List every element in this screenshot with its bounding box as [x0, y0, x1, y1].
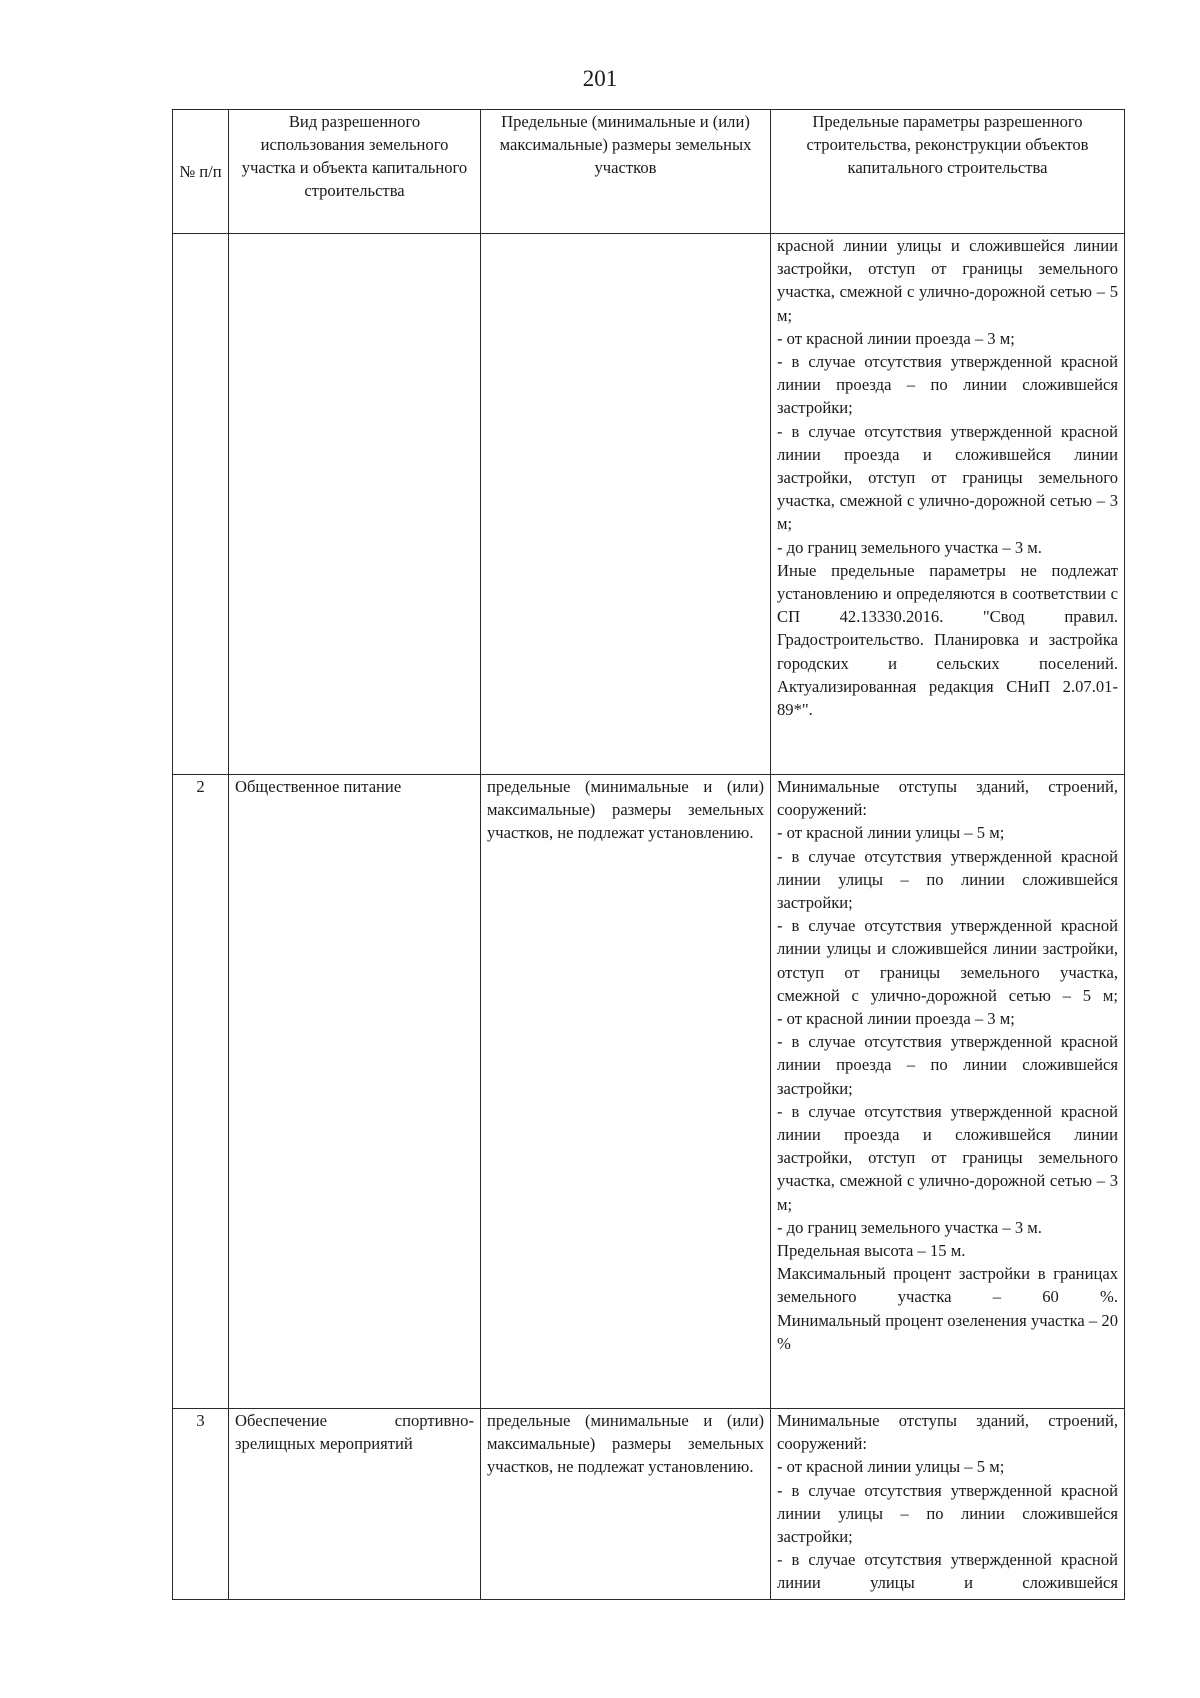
header-build-parameters: Предельные параметры разрешенного строительства, реконструкции объектов капитального строительства	[771, 110, 1125, 234]
header-plot-size: Предельные (минимальные и (или) максимальные) размеры земельных участков	[481, 110, 771, 234]
page-number: 201	[582, 66, 618, 91]
parameter-line: Предельная высота – 15 м.	[777, 1241, 966, 1261]
parameter-line: красной линии улицы и сложившейся линии застройки, отступ от границы земельного участка, смежной с улично-дорожной сетью – 5 м;	[777, 236, 1118, 325]
parameter-line: - от красной линии проезда – 3 м;	[777, 1009, 1015, 1029]
parameter-line: - в случае отсутствия утвержденной красной линии проезда и сложившейся линии застройки, отступ от границы земельного участка, смежной с улично-дорожной сетью – 3 м;	[777, 421, 1118, 534]
parameter-line: - до границ земельного участка – 3 м.	[777, 1217, 1042, 1237]
parameter-line: Минимальный процент озеленения участка – 20 %	[777, 1310, 1118, 1353]
row-number: 3	[173, 1409, 229, 1600]
parameter-line: Минимальные отступы зданий, строений, сооружений:	[777, 1411, 1118, 1454]
row-build-parameters	[771, 234, 1125, 775]
row-number	[173, 234, 229, 775]
row-plot-size: предельные (минимальные и (или) максимальные) размеры земельных участков, не подлежат установлению.	[481, 1409, 771, 1600]
header-permitted-use: Вид разрешенного использования земельного участка и объекта капитального строительства	[229, 110, 481, 234]
parameter-line: - в случае отсутствия утвержденной красной линии проезда – по линии сложившейся застройки;	[777, 352, 1118, 418]
row-plot-size: предельные (минимальные и (или) максимальные) размеры земельных участков, не подлежат установлению.	[481, 775, 771, 1409]
parameter-line: - в случае отсутствия утвержденной красной линии проезда и сложившейся линии застройки, отступ от границы земельного участка, смежной с улично-дорожной сетью – 3 м;	[777, 1101, 1118, 1214]
parameter-line: - в случае отсутствия утвержденной красной линии улицы и сложившейся линии застройки, отступ от границы земельного участка, смежной с улично-дорожной сетью – 5 м;	[777, 916, 1118, 1005]
parameter-line: - от красной линии проезда – 3 м;	[777, 328, 1015, 348]
parameter-line: - от красной линии улицы – 5 м;	[777, 823, 1005, 843]
parameter-line: Иные предельные параметры не подлежат установлению и определяются в соответствии с СП 42.13330.2016. "Свод правил. Градостроительство. Планировка и застройка городских и сельских поселений. Актуализированная редакция СНиП 2.07.01-89*".	[777, 560, 1118, 720]
row-permitted-use	[229, 234, 481, 775]
table-row	[173, 775, 1125, 1409]
table-row	[173, 234, 1125, 775]
parameter-line: - в случае отсутствия утвержденной красной линии улицы и сложившейся	[777, 1550, 1118, 1593]
parameter-line: - в случае отсутствия утвержденной красной линии улицы – по линии сложившейся застройки;	[777, 1480, 1118, 1547]
row-permitted-use: Обеспечение спортивно-зрелищных мероприятий	[229, 1409, 481, 1600]
table-row	[173, 1409, 1125, 1600]
row-build-parameters	[771, 775, 1125, 1409]
parameter-line: Минимальные отступы зданий, строений, сооружений:	[777, 777, 1118, 820]
row-number: 2	[173, 775, 229, 1409]
zoning-parameters-table	[172, 109, 1125, 1600]
parameter-line: - до границ земельного участка – 3 м.	[777, 537, 1042, 557]
parameter-line: - в случае отсутствия утвержденной красной линии проезда – по линии сложившейся застройки;	[777, 1032, 1118, 1098]
parameter-line: - в случае отсутствия утвержденной красной линии улицы – по линии сложившейся застройки;	[777, 846, 1118, 913]
row-plot-size	[481, 234, 771, 775]
header-number: № п/п	[173, 110, 229, 234]
table-header-row	[173, 110, 1125, 234]
row-permitted-use: Общественное питание	[229, 775, 481, 1409]
parameter-line: Максимальный процент застройки в границах земельного участка – 60 %.	[777, 1264, 1118, 1307]
parameter-line: - от красной линии улицы – 5 м;	[777, 1457, 1005, 1477]
row-build-parameters	[771, 1409, 1125, 1600]
